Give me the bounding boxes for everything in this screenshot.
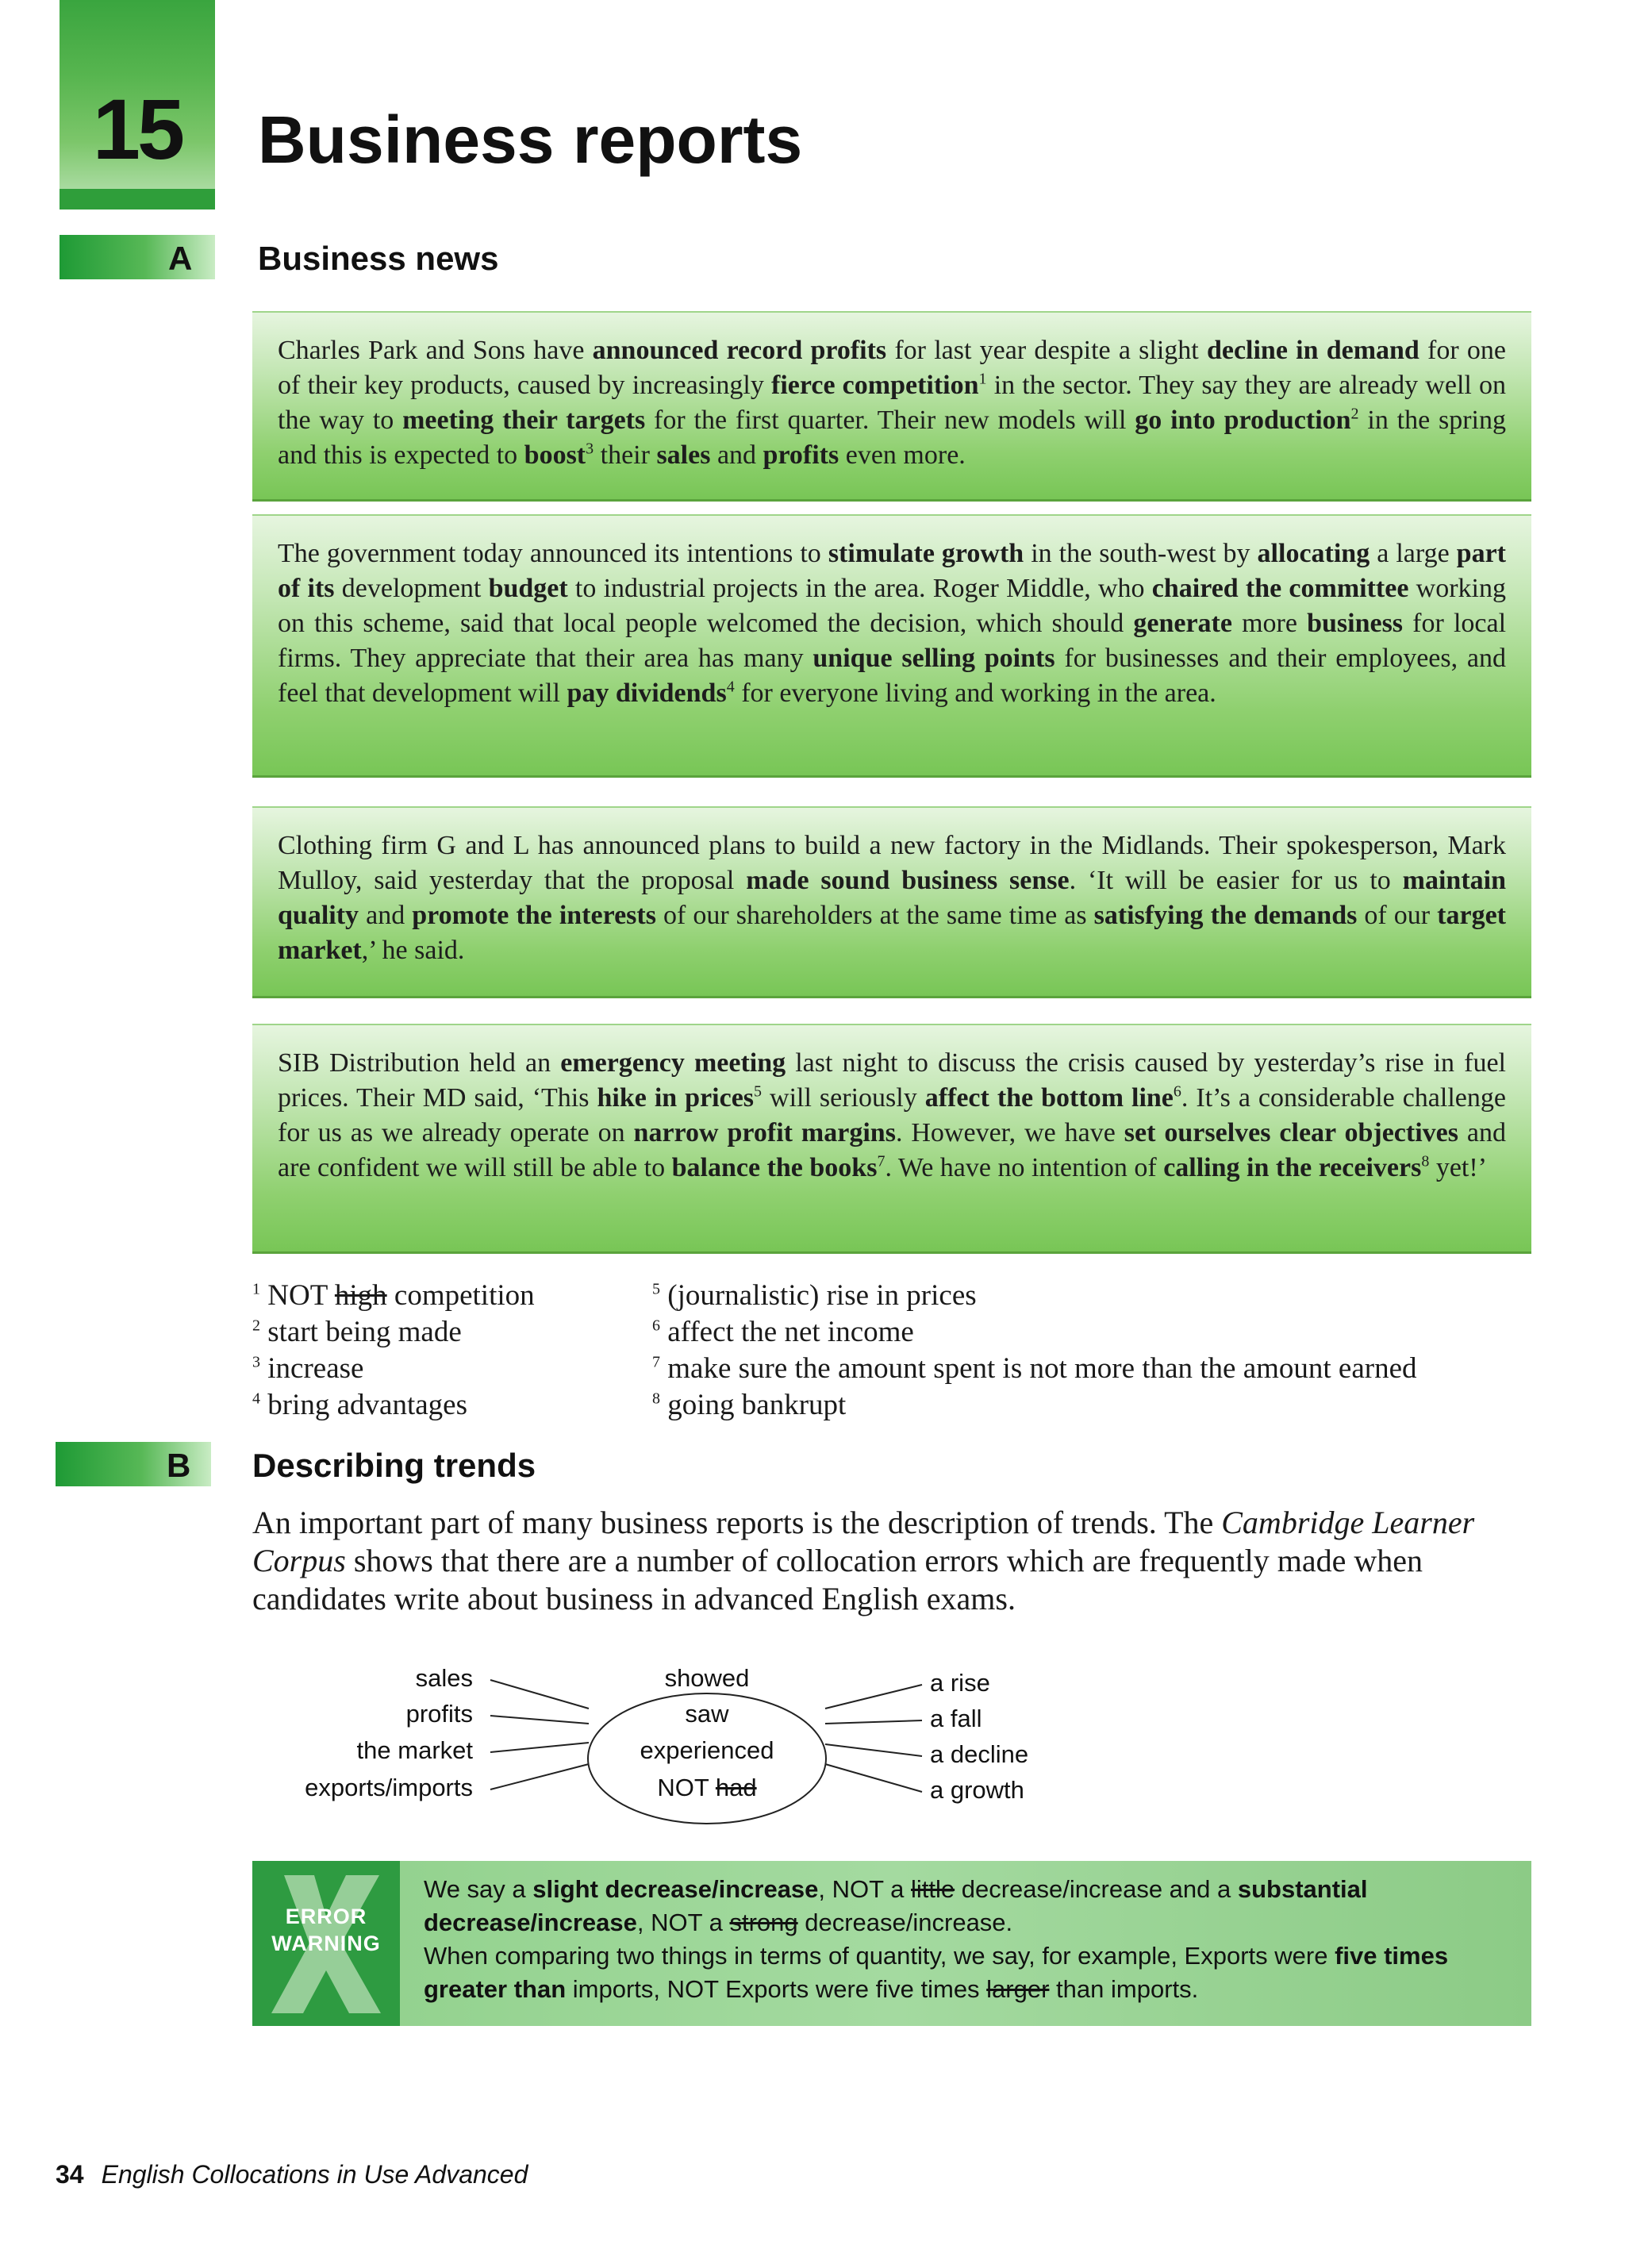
book-title: English Collocations in Use Advanced [101, 2160, 528, 2189]
diagram-object: a rise [930, 1669, 990, 1697]
footnote-number: 1 [252, 1280, 260, 1298]
footnote-text: make sure the amount spent is not more than the amount earned [667, 1352, 1417, 1385]
news-box-1: Charles Park and Sons have announced record profits for last year despite a slight decline in demand for one of their key products, caused by increasingly fierce competition$^1$ in the sector. They say they are already well on the way to meeting their targets for the first quarter. Their new models will go into production$^2$ in the spring and this is expected to boost$^3$ their sales and profits even more. [252, 311, 1531, 502]
error-warning-label-line2: WARNING [271, 1932, 381, 1955]
footnote-text: increase [267, 1352, 364, 1385]
diagram-subject: exports/imports [305, 1774, 473, 1801]
footnote-number: 5 [652, 1280, 660, 1298]
footnote-number: 7 [652, 1353, 660, 1371]
unit-number: 15 [92, 81, 182, 177]
diagram-verb: saw [685, 1700, 729, 1728]
footnote-text: going bankrupt [667, 1389, 847, 1421]
diagram-verb: experienced [640, 1736, 774, 1764]
footnote-text: bring advantages [267, 1389, 467, 1421]
connector-line [825, 1720, 922, 1724]
page-footer [56, 2160, 528, 2189]
footnote-number: 3 [252, 1353, 260, 1371]
news-box-3: Clothing firm G and L has announced plans to build a new factory in the Midlands. Their spokesperson, Mark Mulloy, said yesterday that the proposal made sound business sense. ‘It will be easier for us to maintain quality and promote the interests of our shareholders at the same time as satisfying the demands of our target market,’ he said. [252, 806, 1531, 998]
news-box-4: SIB Distribution held an emergency meeting last night to discuss the crisis caused by yesterday’s rise in fuel prices. Their MD said, ‘This hike in prices$^5$ will seriously affect the bottom line$^6$. It’s a considerable challenge for us as we already operate on narrow profit margins. However, we have set ourselves clear objectives and are confident we will still be able to balance the books$^7$. We have no intention of calling in the receivers$^8$ yet!’ [252, 1024, 1531, 1254]
diagram-verb: showed [664, 1664, 750, 1692]
footnote-number: 2 [252, 1317, 260, 1335]
diagram-subject: sales [415, 1664, 473, 1692]
diagram-verb-not [588, 1774, 826, 1802]
connector-line [825, 1744, 922, 1756]
section-b-heading: Describing trends [252, 1447, 536, 1484]
struck-verb: had [715, 1774, 757, 1801]
page-number: 34 [56, 2160, 84, 2189]
footnote-text: NOT high competition [267, 1279, 535, 1312]
diagram-subject: the market [356, 1736, 473, 1764]
diagram-object: a decline [930, 1740, 1029, 1768]
connector-line [825, 1764, 922, 1792]
not-label: NOT [657, 1774, 709, 1801]
error-warning-line: We say a slight decrease/increase, NOT a little decrease/increase and a substantial decrease/increase, NOT a strong decrease/increase. [424, 1875, 1368, 1936]
section-a-letter: A [168, 240, 193, 277]
footnote-text: (journalistic) rise in prices [667, 1279, 977, 1312]
section-a-heading: Business news [258, 240, 499, 277]
connector-line [825, 1685, 922, 1709]
footnote-number: 6 [652, 1317, 660, 1335]
section-b-intro: An important part of many business reports is the description of trends. The Cambridge Learner Corpus shows that there are a number of collocation errors which are frequently made when candidates write about business in advanced English exams. [252, 1505, 1475, 1616]
error-warning-line: When comparing two things in terms of quantity, we say, for example, Exports were five times greater than imports, NOT Exports were five times larger than imports. [424, 1942, 1449, 2003]
page-title: Business reports [258, 102, 803, 177]
error-warning-text [424, 1873, 1527, 2006]
news-box-2: The government today announced its intentions to stimulate growth in the south-west by allocating a large part of its development budget to industrial projects in the area. Roger Middle, who chaired the committee working on this scheme, said that local people welcomed the decision, which should generate more business for local firms. They appreciate that their area has many unique selling points for businesses and their employees, and feel that development will pay dividends$^4$ for everyone living and working in the area. [252, 514, 1531, 778]
section-b-letter: B [167, 1447, 191, 1484]
footnote-text: start being made [267, 1316, 462, 1348]
diagram-object: a fall [930, 1705, 982, 1732]
connector-line [490, 1743, 589, 1752]
diagram-object: a growth [930, 1776, 1024, 1804]
connector-line [490, 1680, 589, 1709]
diagram-subject: profits [405, 1700, 473, 1728]
footnote-number: 4 [252, 1390, 260, 1408]
connector-line [490, 1716, 589, 1724]
error-warning-label-line1: ERROR [285, 1905, 367, 1928]
connector-line [490, 1764, 589, 1789]
footnote-text: affect the net income [667, 1316, 914, 1348]
footnote-number: 8 [652, 1390, 660, 1408]
